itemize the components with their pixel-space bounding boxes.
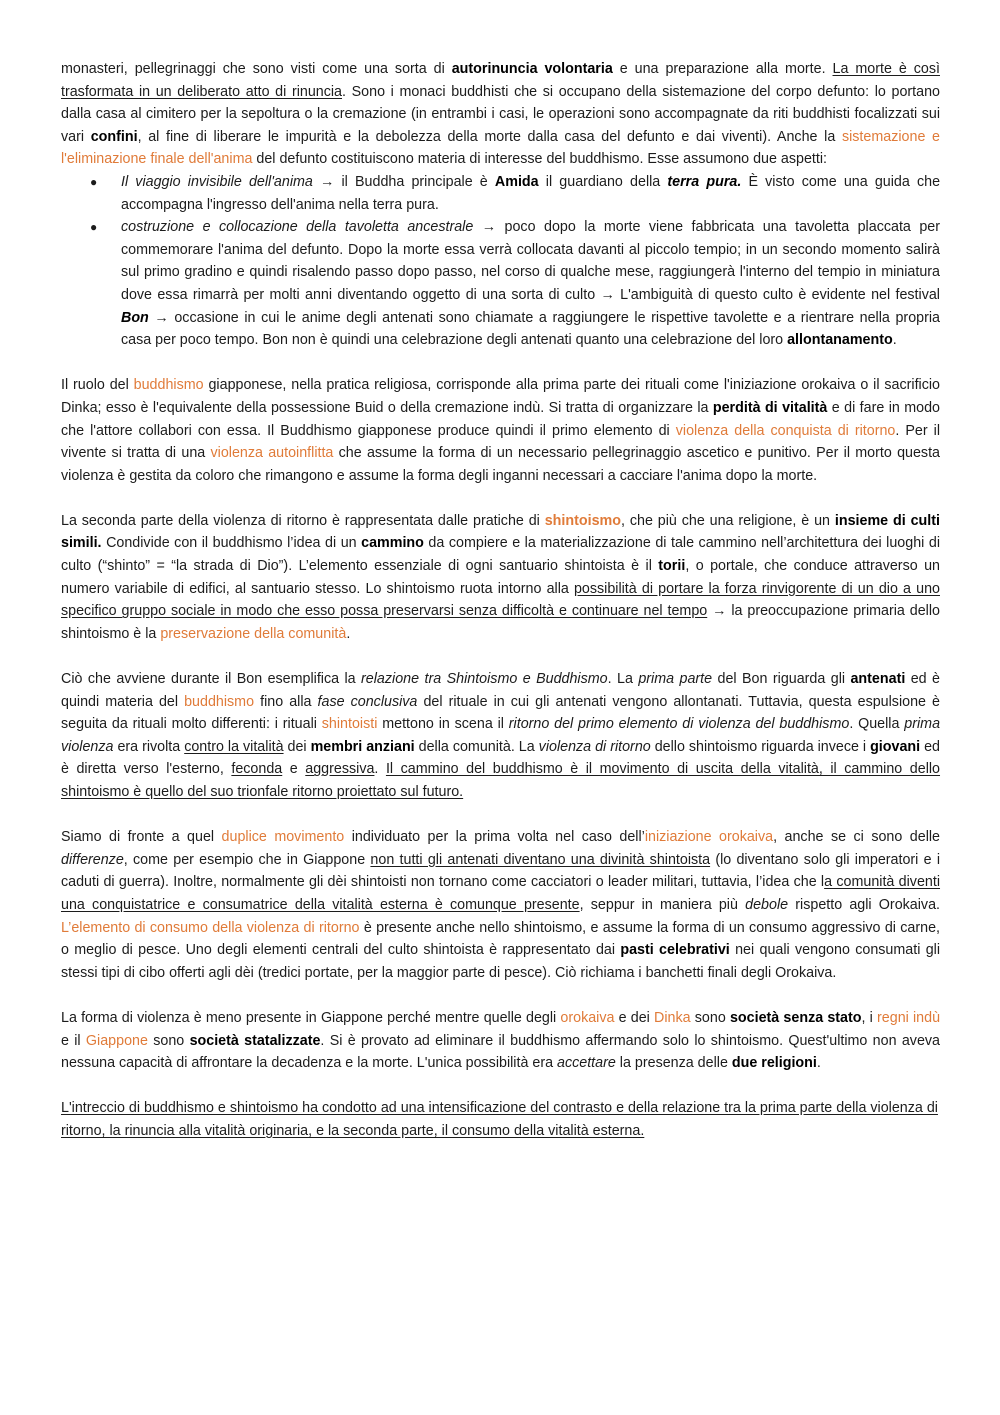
- underlined-term: aggressiva: [305, 761, 375, 778]
- text-run: e di fare in modo che l'attore collabori con essa. Il Buddhismo giapponese produce quindi il primo elemento di: [61, 399, 941, 439]
- text-run: dello shintoismo riguarda invece i: [650, 738, 871, 755]
- bold-italic-term: terra pura.: [667, 173, 742, 190]
- bullet-icon: ●: [90, 220, 98, 235]
- highlighted-term: Dinka: [654, 1009, 691, 1026]
- italic-term: prima violenza: [61, 716, 941, 755]
- text-run: → il Buddha principale è: [312, 173, 495, 190]
- highlighted-term: violenza autoinflitta: [210, 445, 334, 462]
- bold-term: due religioni: [731, 1055, 817, 1072]
- text-run: .: [816, 1055, 821, 1072]
- text-run: la presenza delle: [615, 1055, 732, 1072]
- paragraph-shintoismo: [61, 510, 940, 646]
- bullet-item: [90, 216, 940, 352]
- text-run: da compiere e la materializzazione di tale cammino nell’architettura dei luoghi di culto (“shinto” = “la strada di Dio”). L’elemento essenziale di ogni santuario shintoista è il: [61, 535, 940, 575]
- text-run: ed è diretta verso l'esterno,: [61, 738, 941, 778]
- bold-term: insieme di culti simili.: [61, 512, 940, 552]
- paragraph-duplice-movimento: [61, 826, 940, 984]
- highlighted-term: preservazione della comunità: [160, 625, 347, 642]
- text-run: → poco dopo la morte viene fabbricata una tavoletta placcata per commemorare l'anima del defunto. Dopo la morte essa verrà collocata davanti al piccolo tempio; in un secondo momento salirà sul primo gradino e quindi risalendo passo dopo passo, nel corso di qualche mese, raggiungerà l'interno del tempio in miniatura dove essa rimarrà per molti anni diventando oggetto di una sorta di culto → L'ambiguità di questo culto è evidente nel festival: [121, 219, 940, 303]
- text-run: (lo diventano solo gli imperatori e i caduti di guerra). Inoltre, normalmente gli dèi shintoisti non tornano come cacciatori o leader militari, tuttavia, l’idea che l: [61, 851, 940, 891]
- text-run: dei: [283, 738, 311, 755]
- text-run: sono: [147, 1032, 190, 1049]
- highlighted-term: duplice movimento: [221, 829, 345, 846]
- italic-term: costruzione e collocazione della tavoletta ancestrale: [121, 219, 474, 236]
- text-run: e dei: [614, 1009, 655, 1026]
- text-run: . La: [607, 671, 639, 688]
- bold-term: antenati: [850, 671, 906, 688]
- text-run: , che più che una religione, è un: [621, 512, 835, 529]
- text-run: , anche se ci sono delle: [773, 829, 940, 846]
- bold-term: giovani: [870, 738, 921, 755]
- highlighted-term: buddhismo: [184, 693, 255, 710]
- italic-term: prima parte: [638, 671, 713, 688]
- underlined-sentence: possibilità di portare la forza rinvigorente di un dio a uno specifico gruppo sociale in modo che esso possa preservarsi senza difficoltà e continuare nel tempo: [61, 580, 940, 620]
- highlighted-term: L’elemento di consumo della violenza di ritorno: [61, 919, 360, 936]
- highlighted-term: violenza della conquista di ritorno: [675, 422, 896, 439]
- underlined-term: contro la vitalità: [184, 738, 284, 755]
- italic-term: relazione tra Shintoismo e Buddhismo: [361, 671, 608, 688]
- text-run: Ciò che avviene durante il Bon esemplifica la: [61, 671, 362, 688]
- highlighted-term: sistemazione e l'eliminazione finale dell'anima: [61, 128, 941, 168]
- text-run: è presente anche nello shintoismo, e assume la forma di un consumo aggressivo di carne, o meglio di pesce. Uno degli elementi centrali del culto shintoista è rappresentato dai: [61, 919, 940, 959]
- highlighted-term: shintoisti: [321, 716, 378, 733]
- text-run: , o portale, che conduce attraverso un numero variabile di edifici, al santuario stesso. Lo shintoismo ruota intorno alla: [61, 558, 940, 597]
- bold-term: pasti celebrativi: [620, 942, 730, 959]
- text-run: .: [374, 761, 386, 778]
- underlined-sentence: non tutti gli antenati diventano una divinità shintoista: [370, 851, 711, 868]
- text-run: e il: [61, 1032, 86, 1049]
- text-run: .: [892, 332, 897, 349]
- highlighted-term: buddhismo: [133, 377, 204, 394]
- highlighted-term: orokaiva: [560, 1009, 615, 1026]
- text-run: giapponese, nella pratica religiosa, corrisponde alla prima parte dei rituali come l'iniziazione orokaiva o il sacrificio Dinka; esso è l'equivalente della possessione Buid o della cremazione indù. Si tratta di organizzare la: [61, 377, 940, 416]
- text-run: → occasione in cui le anime degli antenati sono chiamate a raggiungere le rispettive tavolette e a rientrare nella propria casa per poco tempo. Bon non è quindi una celebrazione degli antenati quanto una celebrazione del loro: [121, 309, 940, 349]
- bold-term: Amida: [494, 173, 539, 190]
- bold-term: perdità di vitalità: [712, 399, 828, 416]
- text-run: La seconda parte della violenza di ritorno è rappresentata dalle pratiche di: [61, 512, 545, 529]
- text-run: e: [282, 761, 306, 778]
- text-run: È visto come una guida che accompagna l'ingresso dell'anima nella terra pura.: [121, 173, 941, 213]
- paragraph-monasteri: [61, 58, 940, 171]
- italic-term: accettare: [557, 1055, 616, 1072]
- text-run: , i: [861, 1009, 878, 1026]
- bold-term: autorinuncia volontaria: [451, 61, 613, 77]
- text-run: Il ruolo del: [61, 377, 134, 394]
- highlighted-term: regni indù: [877, 1009, 941, 1026]
- text-run: del rituale in cui gli antenati vengono allontanati. Tuttavia, questa espulsione è seguita da rituali molto differenti: i rituali: [61, 693, 940, 733]
- text-run: era rivolta: [113, 738, 185, 755]
- italic-term: Il viaggio invisibile dell'anima: [121, 173, 313, 190]
- text-run: . Quella: [849, 716, 905, 733]
- text-run: del Bon riguarda gli: [712, 671, 851, 688]
- highlighted-term: iniziazione orokaiva: [644, 829, 774, 846]
- text-run: , seppur in maniera più: [579, 896, 746, 913]
- text-run: nei quali vengono consumati gli stessi tipi di cibo offerti agli dèi (tredici portate, per la maggior parte di pesce). Ciò richiama i banchetti finali degli Orokaiva.: [61, 942, 941, 981]
- text-run: fino alla: [254, 693, 318, 710]
- bold-term: confini: [90, 128, 138, 145]
- underlined-sentence: Il cammino del buddhismo è il movimento di uscita della vitalità, il cammino dello shintoismo è quello del suo trionfale ritorno proiettato sul futuro.: [61, 761, 941, 800]
- italic-term: ritorno del primo elemento di violenza del buddhismo: [508, 716, 850, 733]
- text-run: . Sono i monaci buddhisti che si occupano della sistemazione del corpo defunto: lo portano dalla casa al cimitero per la sepoltura o la cremazione (in entrambi i casi, le operazioni sono accompagnate da riti buddhisti focalizzati sui vari: [61, 83, 940, 145]
- text-run: .: [346, 625, 351, 642]
- paragraph-forma-violenza: [61, 1007, 940, 1075]
- bullet-icon: ●: [90, 174, 98, 189]
- document-page: [61, 58, 940, 1143]
- text-run: ed è quindi materia del: [61, 671, 941, 710]
- italic-term: debole: [745, 896, 789, 913]
- text-run: della comunità. La: [414, 738, 539, 755]
- text-run: La forma di violenza è meno presente in Giappone perché mentre quelle degli: [61, 1009, 561, 1026]
- bullet-list: [61, 171, 940, 352]
- text-run: , come per esempio che in Giappone: [123, 851, 371, 868]
- text-run: Siamo di fronte a quel: [61, 829, 222, 846]
- paragraph-buddhismo: [61, 374, 940, 487]
- bold-italic-term: Bon: [121, 309, 149, 326]
- text-run: → la preoccupazione primaria dello shintoismo è la: [61, 603, 940, 642]
- text-run: individuato per la prima volta nel caso dell’: [344, 829, 645, 846]
- highlighted-term: Giappone: [85, 1032, 148, 1049]
- text-run: monasteri, pellegrinaggi che sono visti come una sorta di: [61, 61, 452, 77]
- text-run: del defunto costituiscono materia di interesse del buddhismo. Esse assumono due aspetti:: [252, 151, 828, 168]
- paragraph-conclusion: [61, 1097, 940, 1142]
- underlined-sentence: a comunità diventi una conquistatrice e consumatrice della vitalità esterna è comunque presente: [61, 874, 941, 913]
- italic-term: differenze: [61, 851, 124, 868]
- underlined-sentence: L'intreccio di buddhismo e shintoismo ha condotto ad una intensificazione del contrasto e della relazione tra la prima parte della violenza di ritorno, la rinuncia alla vitalità originaria, e la seconda parte, il consumo della vitalità esterna.: [61, 1100, 938, 1139]
- underlined-sentence: La morte è così trasformata in un deliberato atto di rinuncia: [61, 61, 940, 100]
- text-run: Condivide con il buddhismo l’idea di un: [101, 535, 362, 552]
- underlined-term: feconda: [231, 761, 283, 778]
- highlighted-bold-term: shintoismo: [544, 512, 621, 529]
- text-run: e una preparazione alla morte.: [612, 61, 833, 77]
- text-run: mettono in scena il: [377, 716, 509, 733]
- bold-term: allontanamento: [787, 332, 893, 349]
- text-run: il guardiano della: [538, 173, 668, 190]
- bold-term: società senza stato: [729, 1009, 862, 1026]
- bullet-item: [90, 171, 941, 216]
- text-run: che assume la forma di un necessario pellegrinaggio ascetico e punitivo. Per il morto questa violenza è gestita da coloro che rimangono e assume la forma degli inganni necessari a cacciare l'anima dopo la morte.: [61, 445, 940, 484]
- text-run: . Si è provato ad eliminare il buddhismo affermando solo lo shintoismo. Quest'ultimo non aveva nessuna capacità di affrontare la decadenza e la morte. L'unica possibilità era: [61, 1032, 940, 1072]
- bold-term: torii: [658, 558, 686, 575]
- text-run: . Per il vivente si tratta di una: [61, 422, 940, 462]
- text-run: rispetto agli Orokaiva.: [788, 896, 940, 913]
- italic-term: fase conclusiva: [317, 693, 418, 710]
- text-run: , al fine di liberare le impurità e la debolezza della morte dalla casa del defunto e dai viventi). Anche la: [137, 128, 842, 145]
- text-run: sono: [690, 1009, 730, 1026]
- paragraph-bon: [61, 668, 940, 804]
- bold-term: cammino: [361, 535, 424, 552]
- bold-term: società statalizzate: [189, 1032, 321, 1049]
- bold-term: membri anziani: [310, 738, 415, 755]
- italic-term: violenza di ritorno: [538, 738, 651, 755]
